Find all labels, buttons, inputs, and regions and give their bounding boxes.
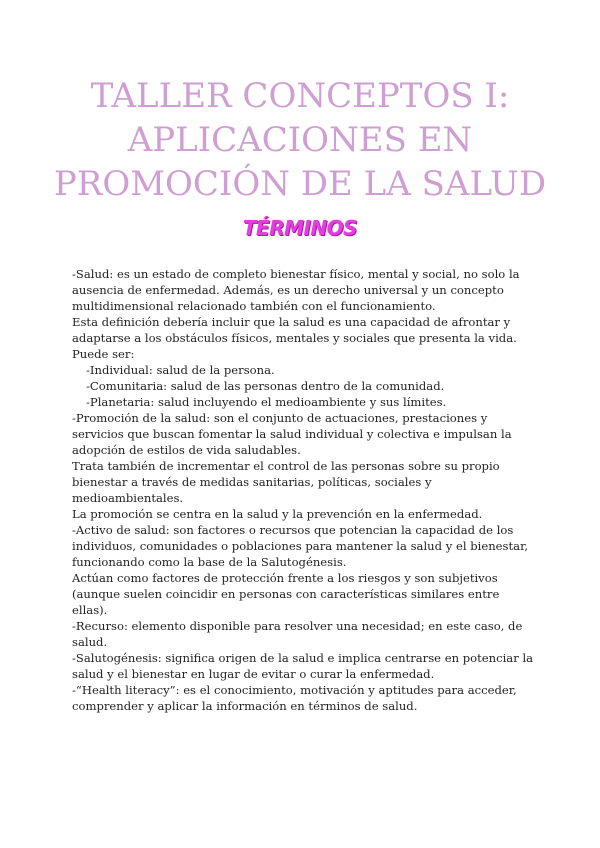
- title-line: TALLER CONCEPTOS I:: [90, 76, 510, 116]
- section-heading-terminos: TÉRMINOS: [242, 216, 358, 240]
- document-title: [40, 74, 560, 206]
- paragraph-activo-proteccion: Actúan como factores de protección frente a los riesgos y son subjetivos (aunque suelen coincidir en personas con características similares entre ellas).: [72, 571, 500, 617]
- paragraph-promocion: -Promoción de la salud: son el conjunto de actuaciones, prestaciones y servicios que buscan fomentar la salud individual y colectiva e impulsan la adopción de estilos de vida saludables.: [72, 411, 512, 457]
- paragraph-salud: -Salud: es un estado de completo bienestar físico, mental y social, no solo la ausencia de enfermedad. Además, es un derecho universal y un concepto multidimensional relacionado también con el funcionamiento.: [72, 267, 520, 313]
- list-item-planetaria: -Planetaria: salud incluyendo el medioambiente y sus límites.: [86, 395, 447, 409]
- list-item-comunitaria: -Comunitaria: salud de las personas dentro de la comunidad.: [86, 379, 445, 393]
- title-line: APLICACIONES EN: [127, 120, 473, 160]
- document-body: [72, 266, 534, 714]
- paragraph-salud-definition: Esta definición debería incluir que la salud es una capacidad de afrontar y adaptarse a los obstáculos físicos, mentales y sociales que presenta la vida.: [72, 315, 517, 345]
- list-item-individual: -Individual: salud de la persona.: [86, 363, 275, 377]
- paragraph-salutogenesis: -Salutogénesis: significa origen de la salud e implica centrarse en potenciar la salud y el bienestar en lugar de evitar o curar la enfermedad.: [72, 651, 534, 681]
- paragraph-puede-ser: Puede ser:: [72, 347, 135, 361]
- paragraph-promocion-control: Trata también de incrementar el control de las personas sobre su propio bienestar a través de medidas sanitarias, políticas, sociales y medioambientales.: [72, 459, 500, 505]
- paragraph-health-literacy: -“Health literacy”: es el conocimiento, motivación y aptitudes para acceder, comprender y aplicar la información en términos de salud.: [72, 683, 517, 713]
- paragraph-activo-salud: -Activo de salud: son factores o recursos que potencian la capacidad de los individuos, comunidades o poblaciones para mantener la salud y el bienestar, funcionando como la base de la Salutogénesis.: [72, 523, 529, 569]
- paragraph-recurso: -Recurso: elemento disponible para resolver una necesidad; en este caso, de salud.: [72, 619, 523, 649]
- paragraph-promocion-prevencion: La promoción se centra en la salud y la prevención en la enfermedad.: [72, 507, 483, 521]
- title-line: PROMOCIÓN DE LA SALUD: [53, 164, 547, 204]
